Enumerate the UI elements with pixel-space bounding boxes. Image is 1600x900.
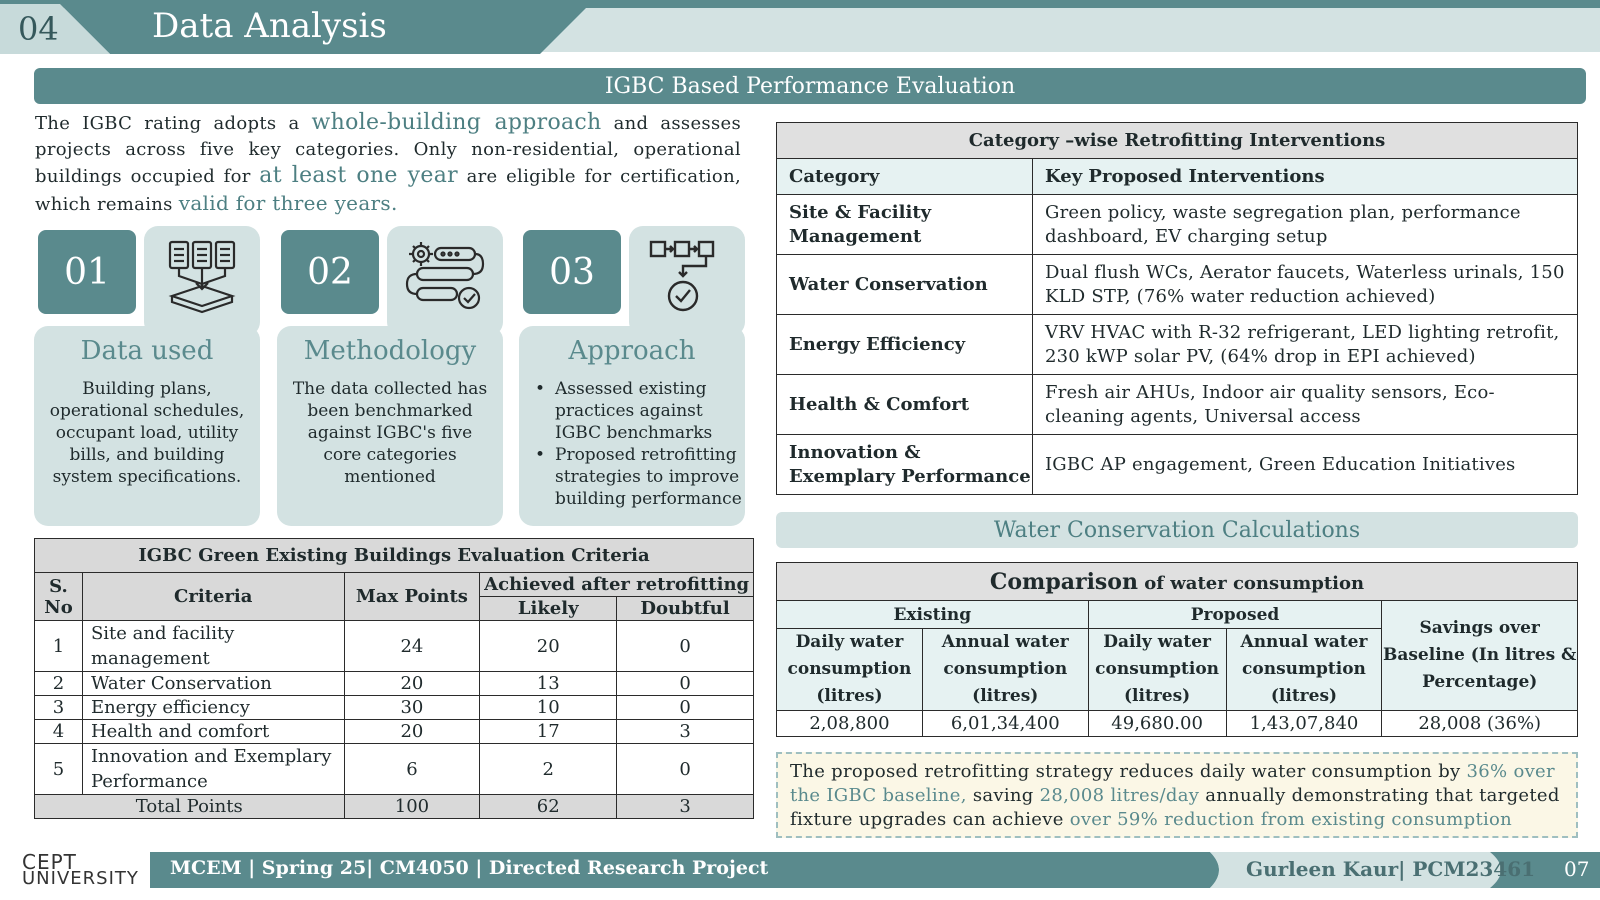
document-stack-icon	[160, 236, 244, 320]
cell-interventions: Green policy, waste segregation plan, performance dashboard, EV charging setup	[1033, 195, 1578, 255]
cell-criteria: Site and facility management	[82, 621, 344, 672]
cell-category: Health & Comfort	[777, 375, 1033, 435]
col-header-existing-annual: Annual water consumption (litres)	[922, 629, 1088, 711]
card-title: Approach	[568, 336, 696, 366]
intro-text-1: The IGBC rating adopts a	[35, 113, 300, 134]
card-methodology	[277, 226, 503, 526]
col-header-savings: Savings over Baseline (In litres & Percentage)	[1382, 601, 1578, 711]
col-group-existing: Existing	[777, 601, 1089, 629]
col-header-category: Category	[777, 159, 1033, 195]
university-logo-bottom: UNIVERSITY	[22, 868, 139, 889]
table-row	[35, 720, 754, 744]
cell-max: 6	[344, 744, 480, 795]
cell-interventions: Fresh air AHUs, Indoor air quality sensors, Eco-cleaning agents, Universal access	[1033, 375, 1578, 435]
table-row	[35, 672, 754, 696]
col-group-proposed: Proposed	[1088, 601, 1382, 629]
cell-max: 20	[344, 672, 480, 696]
cell-total-max: 100	[344, 795, 480, 819]
criteria-table	[34, 538, 754, 819]
cell-savings: 28,008 (36%)	[1382, 711, 1578, 737]
col-header-doubtful: Doubtful	[617, 597, 754, 621]
cell-criteria: Innovation and Exemplary Performance	[82, 744, 344, 795]
page-title: Data Analysis	[152, 6, 387, 46]
cell-likely: 10	[480, 696, 617, 720]
cell-sno: 2	[35, 672, 83, 696]
cell-likely: 20	[480, 621, 617, 672]
cell-criteria: Health and comfort	[82, 720, 344, 744]
cell-likely: 17	[480, 720, 617, 744]
card-data-used	[34, 226, 260, 526]
water-section-title: Water Conservation Calculations	[993, 517, 1361, 543]
cell-likely: 2	[480, 744, 617, 795]
flow-check-icon	[645, 236, 729, 320]
cell-proposed-daily: 49,680.00	[1088, 711, 1226, 737]
cell-category: Energy Efficiency	[777, 315, 1033, 375]
cell-total-doubtful: 3	[617, 795, 754, 819]
course-info: MCEM | Spring 25| CM4050 | Directed Research Project	[170, 857, 769, 879]
note-text-2: saving	[972, 785, 1034, 806]
cell-interventions: Dual flush WCs, Aerator faucets, Waterless urinals, 150 KLD STP, (76% water reduction achieved)	[1033, 255, 1578, 315]
cell-proposed-annual: 1,43,07,840	[1226, 711, 1382, 737]
cell-interventions: IGBC AP engagement, Green Education Initiatives	[1033, 435, 1578, 495]
cell-likely: 13	[480, 672, 617, 696]
cell-total-label: Total Points	[35, 795, 345, 819]
cell-doubtful: 0	[617, 696, 754, 720]
col-header-criteria: Criteria	[82, 573, 344, 621]
cell-doubtful: 0	[617, 744, 754, 795]
intro-highlight-2: at least one year	[259, 163, 458, 188]
list-item: • Assessed existing practices against IGBC benchmarks	[531, 378, 743, 444]
section-title: IGBC Based Performance Evaluation	[604, 73, 1016, 99]
intro-highlight-3: valid for three years.	[178, 191, 398, 215]
intro-text-3: are eligible for certification, which remains	[35, 166, 741, 215]
note-text-1: The proposed retrofitting strategy reduces daily water consumption by	[790, 761, 1461, 782]
col-header-existing-daily: Daily water consumption (litres)	[777, 629, 923, 711]
table-row	[35, 621, 754, 672]
cell-interventions: VRV HVAC with R-32 refrigerant, LED lighting retrofit, 230 kWP solar PV, (64% drop in EPI achieved)	[1033, 315, 1578, 375]
table-row	[777, 195, 1578, 255]
title-big: Comparison	[989, 568, 1138, 595]
cell-category: Innovation & Exemplary Performance	[777, 435, 1033, 495]
card-number: 01	[34, 226, 140, 318]
intro-text-2: and assesses projects across five key categories. Only non-residential, operational buildings occupied for	[35, 113, 741, 187]
cell-max: 24	[344, 621, 480, 672]
cell-sno: 1	[35, 621, 83, 672]
intro-paragraph	[35, 110, 741, 218]
water-section-bar	[776, 512, 1578, 548]
card-number: 02	[277, 226, 383, 318]
approach-list	[531, 378, 743, 510]
card-title: Data used	[80, 336, 214, 366]
section-title-bar	[34, 68, 1586, 104]
table-total-row	[35, 795, 754, 819]
gear-process-icon	[403, 236, 487, 320]
table-row	[777, 315, 1578, 375]
cell-doubtful: 0	[617, 621, 754, 672]
col-header-achieved: Achieved after retrofitting	[480, 573, 754, 597]
cell-max: 30	[344, 696, 480, 720]
cell-existing-annual: 6,01,34,400	[922, 711, 1088, 737]
card-text: Building plans, operational schedules, occupant load, utility bills, and building system specifications.	[49, 379, 245, 487]
table-row	[777, 711, 1578, 737]
cell-category: Site & Facility Management	[777, 195, 1033, 255]
page-number: 07	[1564, 857, 1590, 881]
author-info: Gurleen Kaur| PCM23461	[1246, 857, 1536, 881]
table-title	[777, 563, 1578, 601]
cell-max: 20	[344, 720, 480, 744]
note-highlight-2: 28,008 litres/day	[1039, 785, 1200, 806]
card-title: Methodology	[303, 336, 477, 366]
cell-doubtful: 3	[617, 720, 754, 744]
section-number: 04	[18, 10, 59, 48]
interventions-table	[776, 122, 1578, 495]
university-logo-top: CEPT	[22, 850, 77, 874]
title-rest: of water consumption	[1144, 572, 1365, 594]
table-row	[35, 744, 754, 795]
col-header-max: Max Points	[344, 573, 480, 621]
col-header-proposed-annual: Annual water consumption (litres)	[1226, 629, 1382, 711]
table-row	[777, 375, 1578, 435]
cell-sno: 3	[35, 696, 83, 720]
intro-highlight-1: whole-building approach	[311, 110, 602, 135]
note-highlight-3: over 59% reduction from existing consumption	[1069, 809, 1513, 830]
list-item: • Proposed retrofitting strategies to improve building performance	[531, 444, 743, 510]
cell-criteria: Energy efficiency	[82, 696, 344, 720]
table-title: Category –wise Retrofitting Interventions	[777, 123, 1578, 159]
col-header-sno: S. No	[35, 573, 83, 621]
table-row	[35, 696, 754, 720]
cell-sno: 4	[35, 720, 83, 744]
col-header-likely: Likely	[480, 597, 617, 621]
cell-criteria: Water Conservation	[82, 672, 344, 696]
cell-category: Water Conservation	[777, 255, 1033, 315]
card-number: 03	[519, 226, 625, 318]
table-title: IGBC Green Existing Buildings Evaluation Criteria	[35, 539, 754, 573]
table-row	[777, 255, 1578, 315]
card-approach	[519, 226, 745, 526]
cell-sno: 5	[35, 744, 83, 795]
water-table	[776, 562, 1578, 737]
col-header-interventions: Key Proposed Interventions	[1033, 159, 1578, 195]
card-text: The data collected has been benchmarked against IGBC's five core categories mentioned	[292, 379, 488, 487]
cell-total-likely: 62	[480, 795, 617, 819]
note-text-3: annually demonstrating that targeted fixture upgrades can achieve	[790, 785, 1560, 830]
cell-doubtful: 0	[617, 672, 754, 696]
table-row	[777, 435, 1578, 495]
col-header-proposed-daily: Daily water consumption (litres)	[1088, 629, 1226, 711]
note-highlight-1: 36% over the IGBC baseline,	[790, 761, 1555, 806]
water-summary-note	[776, 752, 1578, 838]
cell-existing-daily: 2,08,800	[777, 711, 923, 737]
